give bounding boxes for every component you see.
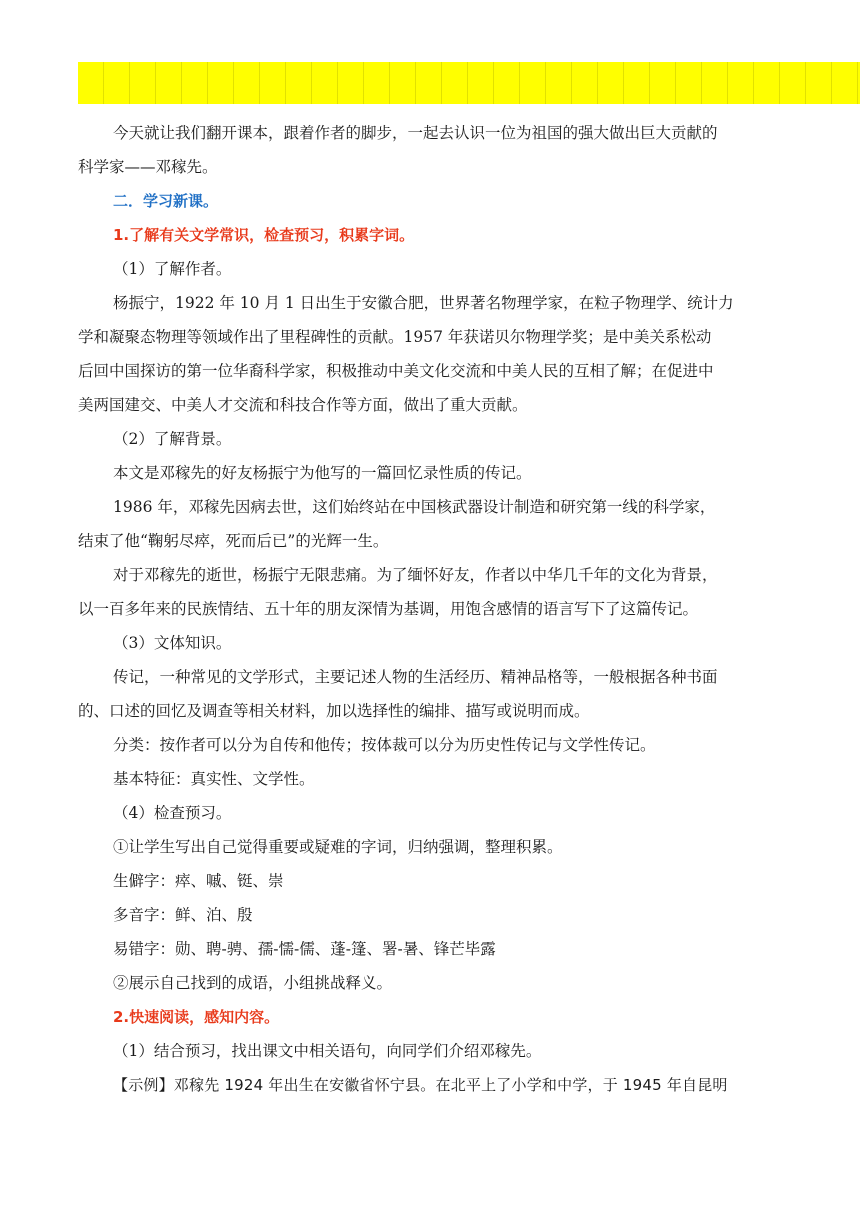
item-heading: （3）文体知识。	[113, 634, 232, 652]
paragraph-line: 学和凝聚态物理等领域作出了里程碑性的贡献。1957 年获诺贝尔物理学奖；是中美关系松动	[78, 328, 712, 346]
paragraph-line: 以一百多年来的民族情结、五十年的朋友深情为基调，用饱含感情的语言写下了这篇传记。	[78, 600, 699, 618]
paragraph-line: 结束了他“鞠躬尽瘁，死而后已”的光辉一生。	[78, 532, 389, 550]
paragraph-line: 传记，一种常见的文学形式，主要记述人物的生活经历、精神品格等，一般根据各种书面	[113, 668, 718, 686]
paragraph-line: 易错字：勋、聘-骋、孺-懦-儒、蓬-篷、署-暑、锋芒毕露	[113, 940, 496, 958]
highlight-band	[78, 62, 860, 104]
paragraph-line: 美两国建交、中美人才交流和科技合作等方面，做出了重大贡献。	[78, 396, 528, 414]
paragraph-line: 分类：按作者可以分为自传和他传；按体裁可以分为历史性传记与文学性传记。	[113, 736, 656, 754]
section-heading: 二．学习新课。	[113, 192, 219, 210]
paragraph-line: 今天就让我们翻开课本，跟着作者的脚步，一起去认识一位为祖国的强大做出巨大贡献的	[113, 124, 718, 142]
question-line: （1）结合预习，找出课文中相关语句，向同学们介绍邓稼先。	[113, 1042, 542, 1060]
document-body	[78, 116, 784, 1102]
paragraph-line: 本文是邓稼先的好友杨振宁为他写的一篇回忆录性质的传记。	[113, 464, 532, 482]
paragraph-line: 生僻字：瘁、嘁、铤、崇	[113, 872, 284, 890]
subsection-heading: 1.了解有关文学常识，检查预习，积累字词。	[113, 226, 415, 244]
paragraph-line: ①让学生写出自己觉得重要或疑难的字词，归纳强调，整理积累。	[113, 838, 563, 856]
paragraph-line: 的、口述的回忆及调查等相关材料，加以选择性的编排、描写或说明而成。	[78, 702, 590, 720]
paragraph-line: 基本特征：真实性、文学性。	[113, 770, 315, 788]
paragraph-line: 多音字：鲜、泊、殷	[113, 906, 253, 924]
item-heading: （2）了解背景。	[113, 430, 232, 448]
subsection-heading: 2.快速阅读，感知内容。	[113, 1008, 280, 1026]
paragraph-line: ②展示自己找到的成语，小组挑战释义。	[113, 974, 393, 992]
paragraph-line: 1986 年，邓稼先因病去世，这们始终站在中国核武器设计制造和研究第一线的科学家，	[113, 498, 716, 516]
item-heading: （1）了解作者。	[113, 260, 232, 278]
item-heading: （4）检查预习。	[113, 804, 232, 822]
paragraph-line: 对于邓稼先的逝世，杨振宁无限悲痛。为了缅怀好友，作者以中华几千年的文化为背景，	[113, 566, 718, 584]
paragraph-line: 科学家——邓稼先。	[78, 158, 218, 176]
paragraph-line: 杨振宁，1922 年 10 月 1 日出生于安徽合肥，世界著名物理学家，在粒子物理学、统计力	[113, 294, 734, 312]
paragraph-line: 后回中国探访的第一位华裔科学家，积极推动中美文化交流和中美人民的互相了解；在促进中	[78, 362, 714, 380]
example-line: 【示例】邓稼先 1924 年出生在安徽省怀宁县。在北平上了小学和中学，于 1945 年自昆明	[113, 1076, 728, 1094]
